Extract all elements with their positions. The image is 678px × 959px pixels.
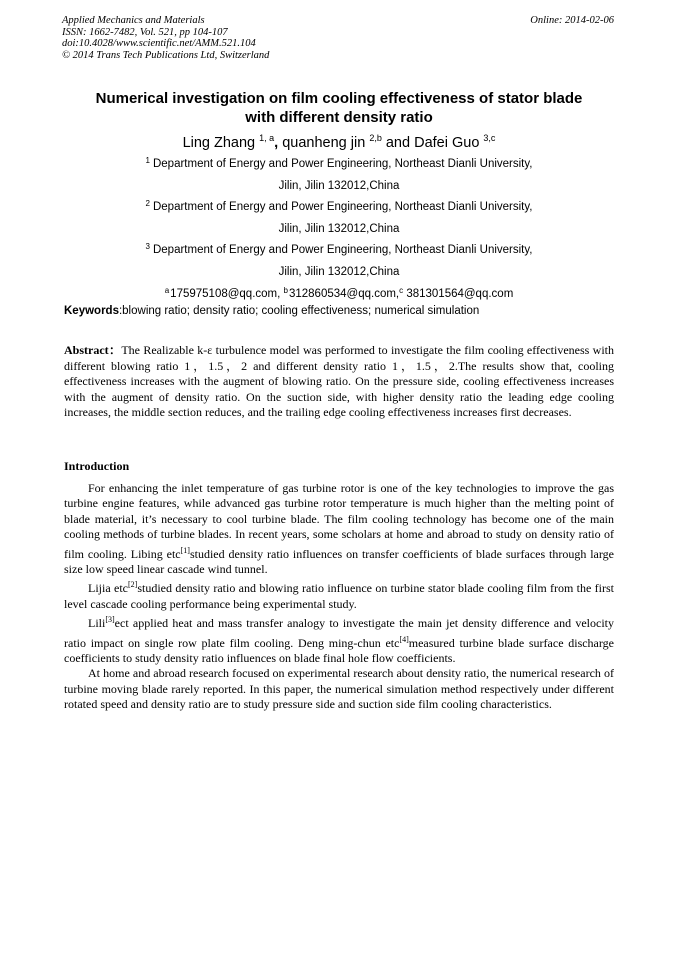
author-mark: 2,b (369, 133, 382, 143)
paragraph (64, 577, 614, 612)
author-name: Dafei Guo (414, 135, 480, 151)
affiliation-line: Jilin, Jilin 132012,China (278, 223, 400, 235)
paragraph (64, 612, 614, 666)
keywords (64, 304, 624, 318)
author-name: quanheng jin (282, 135, 366, 151)
title-line-2: with different density ratio (245, 109, 433, 126)
email-line (40, 284, 638, 301)
doi-line: doi:10.4028/www.scientific.net/AMM.521.104 (62, 38, 256, 49)
paper-title (40, 89, 638, 127)
affiliation-2 (40, 197, 638, 236)
email-a: 175975108@qq.com, (170, 288, 284, 300)
paragraph-text: ect applied heat and mass transfer analogy to investigate the main jet density difference and velocity ratio impact on single row plate film cooling. Deng ming-chun etc (64, 616, 614, 650)
paragraph-text: studied density ratio and blowing ratio influence on turbine stator blade cooling film from the first level cascade cooling performance being experimental study. (64, 581, 614, 611)
affiliation-number: 3 (145, 242, 150, 251)
abstract-label: Abstract： (64, 343, 122, 357)
abstract-text: The Realizable k-ε turbulence model was performed to investigate the film cooling effectiveness with different blowing ratio 1，1.5，2 and different density ratio 1，1.5，2.The results show that, cooling effectiveness increases with the augment of blowing ratio. On the pressure side, cooling effectiveness increases with the augment of density ratio. On the suction side, with higher density ratio the leading edge cooling increases, the middle section reduces, and the trailing edge cooling effectiveness increases first decreases. (64, 343, 614, 419)
email-mark: c (399, 286, 404, 295)
affiliation-number: 1 (145, 156, 150, 165)
author-name: Ling Zhang (182, 135, 256, 151)
email-mark: a (164, 286, 170, 295)
author-mark: 1, a (259, 133, 275, 143)
online-date: Online: 2014-02-06 (530, 15, 614, 26)
keywords-text: :blowing ratio; density ratio; cooling effectiveness; numerical simulation (118, 305, 480, 317)
citation: [2] (128, 580, 138, 590)
affiliation-1 (40, 154, 638, 193)
paragraph-text: studied density ratio influences on transfer coefficients of blade surfaces through large size low speed linear cascade wind tunnel. (64, 546, 614, 577)
affiliation-line: Jilin, Jilin 132012,China (278, 180, 400, 192)
copyright-line: © 2014 Trans Tech Publications Ltd, Switzerland (62, 49, 270, 61)
issn-line: ISSN: 1662-7482, Vol. 521, pp 104-107 (62, 26, 228, 38)
introduction-heading: Introduction (64, 459, 130, 473)
paragraph-text: measured turbine blade surface discharge coefficients to study density ratio influences on blade final hole flow coefficients. (64, 635, 614, 666)
paragraph-text: Lijia etc (88, 581, 128, 596)
email-c: 381301564@qq.com (403, 288, 514, 300)
paragraph-text: Lili (88, 616, 106, 631)
paragraph (64, 481, 614, 577)
citation: [4] (399, 634, 409, 644)
journal-name: Applied Mechanics and Materials (62, 15, 205, 26)
introduction-body (64, 481, 614, 713)
keywords-label: Keywords (64, 305, 119, 317)
author-separator: , (274, 135, 283, 151)
author-separator: and (381, 135, 415, 151)
paragraph-text: For enhancing the inlet temperature of gas turbine rotor is one of the key technologies to improve the gas turbine engine features, while advanced gas turbine rotor temperature is much higher than the melting point of blade material, it’s necessary to cool turbine blade. The film cooling technology has become one of the main cooling methods of turbine blades. In recent years, some scholars at home and abroad to study on density ratio of film cooling. Libing etc (64, 481, 614, 561)
affiliation-line: Department of Energy and Power Engineering, Northeast Dianli University, (152, 201, 533, 213)
abstract (64, 343, 614, 421)
email-b: 312860534@qq.com, (288, 288, 400, 300)
affiliation-3 (40, 240, 638, 279)
author-list (40, 128, 638, 153)
title-line-1: Numerical investigation on film cooling effectiveness of stator blade (95, 90, 583, 107)
affiliation-line: Department of Energy and Power Engineering, Northeast Dianli University, (152, 244, 533, 256)
journal-header (62, 15, 614, 61)
email-mark: b (283, 286, 288, 295)
author-mark: 3,c (483, 133, 496, 143)
citation: [1] (180, 545, 190, 555)
affiliation-number: 2 (145, 199, 150, 208)
affiliation-line: Department of Energy and Power Engineering, Northeast Dianli University, (152, 158, 533, 170)
affiliation-line: Jilin, Jilin 132012,China (278, 266, 400, 278)
citation: [3] (105, 615, 115, 625)
paragraph: At home and abroad research focused on experimental research about density ratio, the numerical research of turbine moving blade rarely reported. In this paper, the numerical simulation method respectively under different rotated speed and density ratio are to study pressure side and suction side film cooling characteristics. (64, 666, 614, 712)
